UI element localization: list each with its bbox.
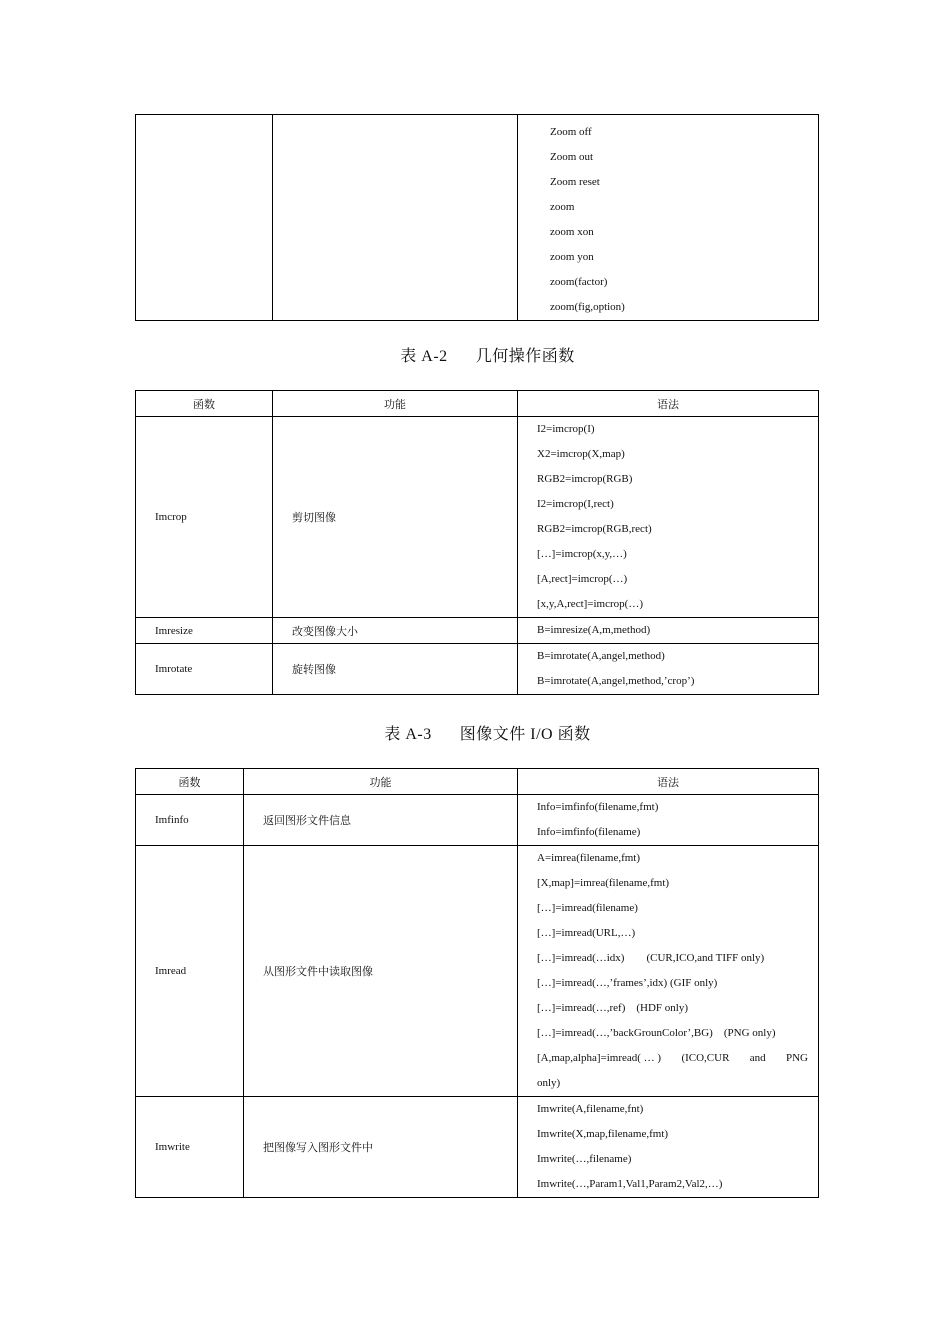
syntax-line: zoom: [550, 201, 575, 213]
table-row: [136, 115, 819, 321]
syntax-cell: [518, 846, 819, 1097]
feature-cell: 把图像写入图形文件中: [244, 1097, 518, 1198]
syntax-line: X2=imcrop(X,map): [537, 448, 625, 460]
syntax-line: zoom(fig,option): [550, 301, 625, 313]
caption-title: 几何操作函数: [475, 348, 575, 365]
syntax-part: PNG: [785, 1052, 808, 1064]
syntax-line: […]=imread(…,ref) (HDF only): [537, 1002, 688, 1014]
syntax-line: Zoom off: [550, 126, 592, 138]
syntax-part: and: [749, 1052, 766, 1064]
header-func: 函数: [136, 391, 273, 417]
syntax-line: I2=imcrop(I,rect): [537, 498, 614, 510]
syntax-line: […]=imread(…,’frames’,idx) (GIF only): [537, 977, 718, 989]
syntax-line: [X,map]=imrea(filename,fmt): [537, 877, 670, 889]
feature-cell: 改变图像大小: [273, 618, 518, 644]
syntax-line: […]=imread(…,’backGrounColor’,BG) (PNG only): [537, 1027, 776, 1039]
syntax-line: Imwrite(X,map,filename,fmt): [537, 1128, 669, 1140]
table-header-row: [136, 769, 819, 795]
syntax-cell: [518, 795, 819, 846]
syntax-line: [A,rect]=imcrop(…): [537, 573, 628, 585]
syntax-line: B=imrotate(A,angel,method): [537, 650, 665, 662]
feature-cell: 旋转图像: [273, 644, 518, 695]
syntax-line: I2=imcrop(I): [537, 423, 595, 435]
syntax-line: A=imrea(filename,fmt): [537, 852, 641, 864]
feature-cell: 从图形文件中读取图像: [244, 846, 518, 1097]
func-cell: Imresize: [136, 618, 273, 644]
table-a2: [135, 390, 819, 695]
caption-label: 表 A-3: [384, 726, 432, 743]
syntax-cell: [518, 1097, 819, 1198]
syntax-line: RGB2=imcrop(RGB): [537, 473, 633, 485]
caption-title: 图像文件 I/O 函数: [459, 726, 591, 743]
table-row: [136, 618, 819, 644]
syntax-part: [A,map,alpha]=imread( … ): [537, 1052, 662, 1064]
syntax-line: Imwrite(…,filename): [537, 1153, 632, 1165]
syntax-cell: [518, 417, 819, 618]
syntax-line: Zoom out: [550, 151, 594, 163]
syntax-line: […]=imread(URL,…): [537, 927, 636, 939]
header-syntax: 语法: [518, 391, 819, 417]
syntax-line: RGB2=imcrop(RGB,rect): [537, 523, 652, 535]
table-row: [136, 644, 819, 695]
feature-cell: [273, 115, 518, 321]
syntax-line: [x,y,A,rect]=imcrop(…): [537, 598, 643, 610]
table-a3-caption: [0, 721, 950, 744]
func-cell: Imwrite: [136, 1097, 244, 1198]
syntax-line: zoom yon: [550, 251, 594, 263]
feature-cell: 返回图形文件信息: [244, 795, 518, 846]
syntax-cell: [518, 115, 819, 321]
func-cell: Imrotate: [136, 644, 273, 695]
syntax-line: Imwrite(…,Param1,Val1,Param2,Val2,…): [537, 1178, 723, 1190]
table-a1-continued: [135, 114, 819, 321]
header-feature: 功能: [244, 769, 518, 795]
syntax-line-justified: [537, 1046, 808, 1071]
syntax-line: zoom(factor): [550, 276, 608, 288]
func-cell: Imfinfo: [136, 795, 244, 846]
syntax-cell: [518, 644, 819, 695]
header-syntax: 语法: [518, 769, 819, 795]
table-header-row: [136, 391, 819, 417]
header-func: 函数: [136, 769, 244, 795]
syntax-line: Zoom reset: [550, 176, 600, 188]
syntax-line: zoom xon: [550, 226, 594, 238]
table-a2-caption: [0, 343, 950, 366]
syntax-line: […]=imread(filename): [537, 902, 638, 914]
func-cell: Imcrop: [136, 417, 273, 618]
header-feature: 功能: [273, 391, 518, 417]
syntax-line: B=imresize(A,m,method): [537, 624, 651, 636]
syntax-line: B=imrotate(A,angel,method,’crop’): [537, 675, 695, 687]
func-cell: [136, 115, 273, 321]
syntax-line: Info=imfinfo(filename): [537, 826, 641, 838]
syntax-line: […]=imcrop(x,y,…): [537, 548, 627, 560]
table-row: [136, 846, 819, 1097]
table-row: [136, 795, 819, 846]
syntax-cell: [518, 618, 819, 644]
table-row: [136, 417, 819, 618]
feature-cell: 剪切图像: [273, 417, 518, 618]
syntax-line: Imwrite(A,filename,fnt): [537, 1103, 644, 1115]
caption-label: 表 A-2: [400, 348, 448, 365]
syntax-line: […]=imread(…idx) (CUR,ICO,and TIFF only): [537, 952, 765, 964]
syntax-line: only): [537, 1077, 561, 1089]
func-cell: Imread: [136, 846, 244, 1097]
table-row: [136, 1097, 819, 1198]
syntax-line: Info=imfinfo(filename,fmt): [537, 801, 659, 813]
table-a3: [135, 768, 819, 1198]
syntax-part: (ICO,CUR: [681, 1052, 730, 1064]
